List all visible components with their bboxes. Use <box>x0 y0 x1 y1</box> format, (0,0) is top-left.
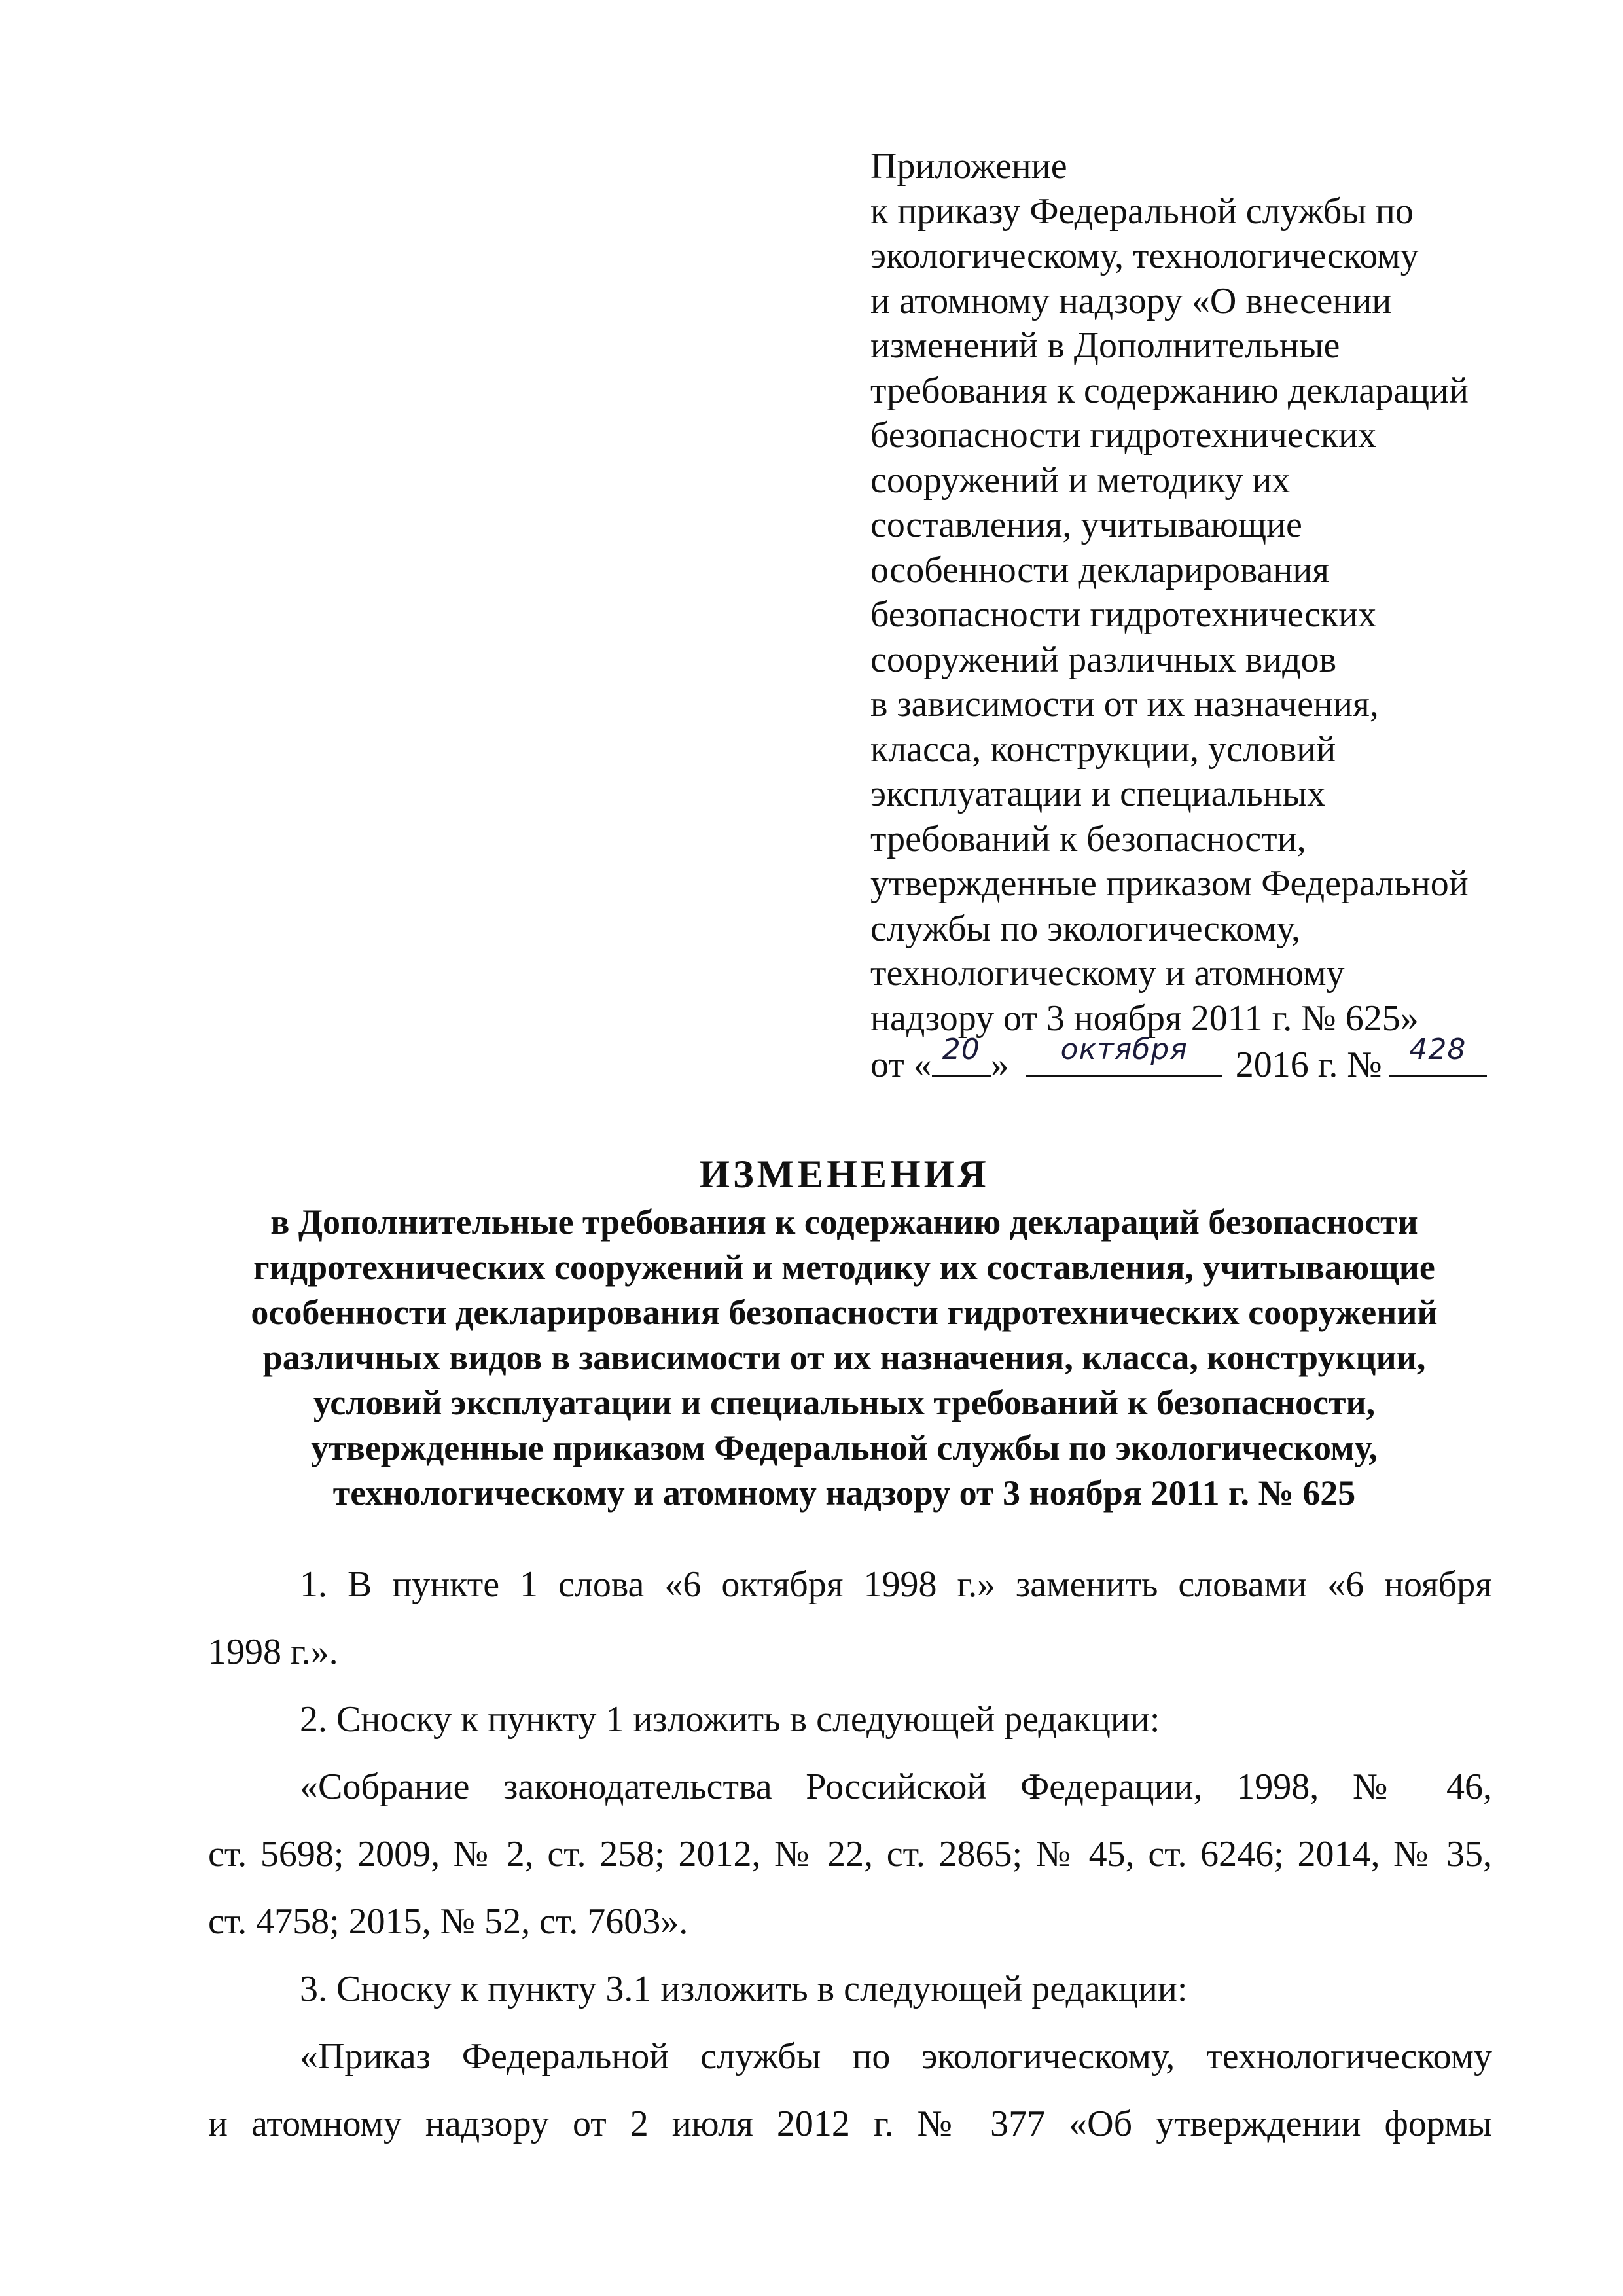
appendix-line: составления, учитывающие <box>870 505 1302 545</box>
paragraph-line: «Собрание законодательства Российской Федерации, 1998, № 46, <box>300 1767 1492 1807</box>
document-body <box>208 1551 1492 2158</box>
appendix-line: Приложение <box>870 146 1067 187</box>
appendix-line: службы по экологическому, <box>870 908 1301 949</box>
appendix-line: изменений в Дополнительные <box>870 325 1340 366</box>
paragraph-4: 3. Сноску к пункту 3.1 изложить в следующей редакции: <box>300 1969 1188 2009</box>
paragraph-line: «Приказ Федеральной службы по экологическому, технологическому <box>300 2036 1492 2077</box>
paragraph-line: ст. 5698; 2009, № 2, ст. 258; 2012, № 22, ст. 2865; № 45, ст. 6246; 2014, № 35, <box>208 1834 1492 1874</box>
subtitle-line: утвержденные приказом Федеральной службы по экологическому, <box>311 1428 1378 1467</box>
appendix-line: особенности декларирования <box>870 549 1330 590</box>
appendix-line: и атомному надзору «О внесении <box>870 280 1392 321</box>
paragraph-line: ст. 4758; 2015, № 52, ст. 7603». <box>208 1901 688 1942</box>
appendix-line: технологическому и атомному <box>870 953 1345 994</box>
approval-prefix: от « <box>870 1045 932 1085</box>
paragraph-line: 1. В пункте 1 слова «6 октября 1998 г.» заменить словами «6 ноября <box>300 1564 1492 1605</box>
appendix-line: в зависимости от их назначения, <box>870 684 1379 725</box>
subtitle-line: гидротехнических сооружений и методику их составления, учитывающие <box>253 1247 1435 1287</box>
paragraph-5 <box>208 2023 1492 2158</box>
paragraph-2: 2. Сноску к пункту 1 изложить в следующей редакции: <box>300 1699 1160 1740</box>
appendix-line: требований к безопасности, <box>870 818 1306 859</box>
subtitle-line: технологическому и атомному надзору от 3 ноября 2011 г. № 625 <box>332 1473 1356 1513</box>
document-subtitle <box>196 1200 1492 1516</box>
approval-mid: » <box>990 1045 1009 1085</box>
appendix-line: к приказу Федеральной службы по <box>870 190 1414 232</box>
handwritten-number: 428 <box>1409 1032 1467 1066</box>
appendix-line: сооружений различных видов <box>870 639 1337 680</box>
appendix-line: утвержденные приказом Федеральной <box>870 863 1469 904</box>
approval-day-field <box>932 1032 991 1077</box>
appendix-line: экологическому, технологическому <box>870 236 1419 276</box>
approval-date-line <box>870 1032 1544 1088</box>
approval-number-field <box>1389 1032 1487 1077</box>
appendix-header <box>870 144 1544 1088</box>
subtitle-line: различных видов в зависимости от их назначения, класса, конструкции, <box>262 1338 1426 1377</box>
document-title-block <box>196 1149 1492 1516</box>
handwritten-month: октября <box>1060 1032 1188 1066</box>
handwritten-day: 20 <box>942 1032 980 1066</box>
appendix-line: безопасности гидротехнических <box>870 594 1377 635</box>
paragraph-3 <box>208 1753 1492 1956</box>
subtitle-line: условий эксплуатации и специальных требований к безопасности, <box>313 1383 1376 1422</box>
appendix-line: сооружений и методику их <box>870 459 1291 501</box>
approval-year: 2016 г. № <box>1235 1045 1382 1085</box>
appendix-line: класса, конструкции, условий <box>870 728 1336 770</box>
paragraph-1 <box>208 1551 1492 1686</box>
paragraph-line: и атомному надзору от 2 июля 2012 г. № 377 «Об утверждении формы <box>208 2104 1492 2144</box>
appendix-line: требования к содержанию деклараций <box>870 370 1469 411</box>
subtitle-line: особенности декларирования безопасности гидротехнических сооружений <box>251 1293 1438 1332</box>
document-title: ИЗМЕНЕНИЯ <box>699 1153 990 1196</box>
appendix-line: безопасности гидротехнических <box>870 415 1377 456</box>
subtitle-line: в Дополнительные требования к содержанию деклараций безопасности <box>270 1202 1418 1242</box>
appendix-line: эксплуатации и специальных <box>870 774 1326 814</box>
appendix-line: надзору от 3 ноября 2011 г. № 625» <box>870 997 1419 1039</box>
approval-month-field <box>1026 1032 1222 1077</box>
paragraph-line: 1998 г.». <box>208 1632 338 1672</box>
